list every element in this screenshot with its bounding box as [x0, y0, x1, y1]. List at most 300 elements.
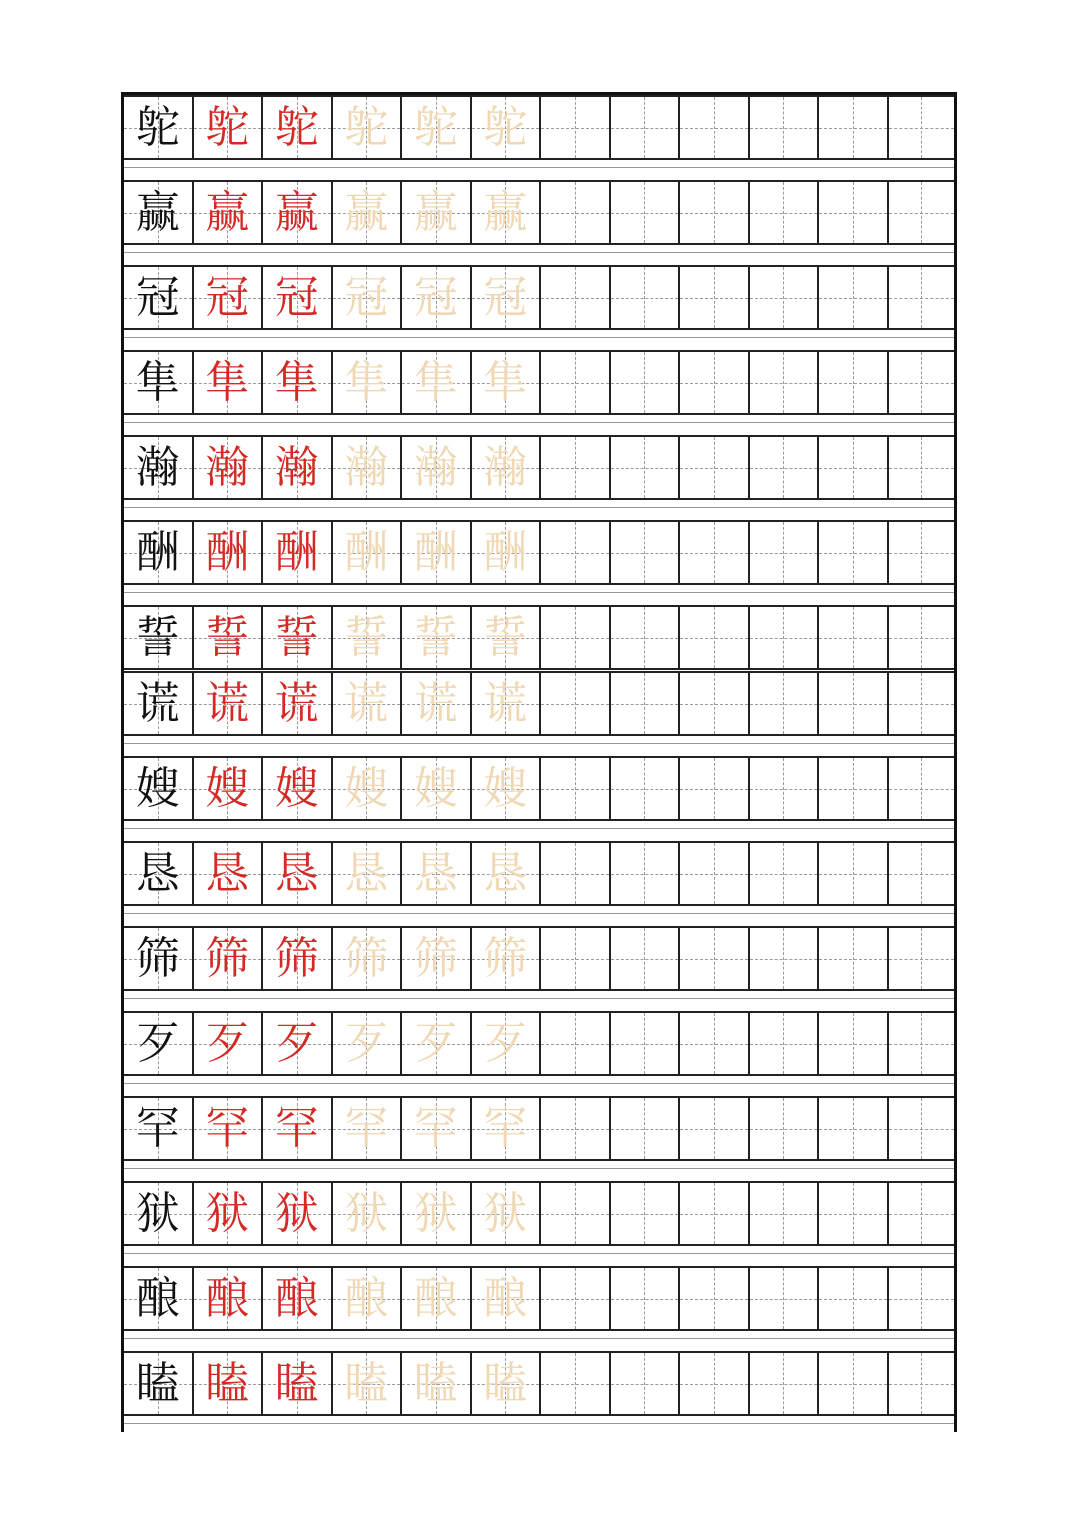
trace-cell	[333, 97, 403, 158]
blank-practice-cell	[680, 1013, 750, 1074]
red-cell	[263, 522, 333, 583]
blank-practice-cell	[819, 607, 889, 668]
red-cell	[263, 352, 333, 413]
model-cell	[124, 97, 194, 158]
trace-cell	[402, 843, 472, 904]
model-cell	[124, 843, 194, 904]
model-cell	[124, 758, 194, 819]
trace-character: 瀚	[413, 441, 458, 493]
red-character: 赢	[274, 186, 319, 238]
row-separator	[124, 422, 954, 423]
blank-practice-cell	[680, 267, 750, 328]
trace-cell	[402, 673, 472, 734]
blank-practice-cell	[889, 352, 955, 413]
trace-character: 谎	[344, 677, 389, 729]
model-cell	[124, 522, 194, 583]
trace-character: 嫂	[413, 762, 458, 814]
blank-practice-cell	[889, 97, 955, 158]
red-character: 酬	[274, 526, 319, 578]
red-character: 鸵	[205, 101, 250, 153]
blank-practice-cell	[889, 1353, 955, 1414]
red-character: 鸵	[274, 101, 319, 153]
blank-practice-cell	[611, 673, 681, 734]
blank-practice-cell	[611, 1013, 681, 1074]
model-character: 筛	[135, 932, 180, 984]
blank-practice-cell	[750, 352, 820, 413]
trace-cell	[333, 843, 403, 904]
blank-practice-cell	[541, 437, 611, 498]
model-character: 鸵	[135, 101, 180, 153]
model-cell	[124, 1353, 194, 1414]
trace-character: 罕	[344, 1102, 389, 1154]
trace-character: 酬	[413, 526, 458, 578]
trace-cell	[333, 352, 403, 413]
model-cell	[124, 437, 194, 498]
red-cell	[194, 267, 264, 328]
blank-practice-cell	[611, 1183, 681, 1244]
red-cell	[194, 352, 264, 413]
blank-practice-cell	[611, 522, 681, 583]
practice-row	[124, 435, 954, 500]
blank-practice-cell	[541, 1268, 611, 1329]
red-character: 筛	[274, 932, 319, 984]
blank-practice-cell	[611, 182, 681, 243]
trace-cell	[472, 437, 542, 498]
red-cell	[194, 1098, 264, 1159]
trace-character: 狱	[344, 1187, 389, 1239]
red-cell	[263, 1353, 333, 1414]
trace-cell	[333, 1268, 403, 1329]
red-cell	[263, 1098, 333, 1159]
red-character: 酿	[205, 1272, 250, 1324]
blank-practice-cell	[611, 267, 681, 328]
blank-practice-cell	[819, 522, 889, 583]
blank-practice-cell	[541, 97, 611, 158]
model-character: 誓	[135, 611, 180, 663]
red-character: 狱	[205, 1187, 250, 1239]
blank-practice-cell	[541, 1353, 611, 1414]
blank-practice-cell	[750, 928, 820, 989]
trace-cell	[333, 522, 403, 583]
trace-cell	[333, 1098, 403, 1159]
trace-cell	[333, 1013, 403, 1074]
model-character: 恳	[135, 847, 180, 899]
blank-practice-cell	[680, 97, 750, 158]
trace-character: 誓	[483, 611, 528, 663]
row-separator	[124, 743, 954, 744]
red-cell	[263, 607, 333, 668]
red-cell	[194, 437, 264, 498]
trace-character: 狱	[483, 1187, 528, 1239]
blank-practice-cell	[889, 673, 955, 734]
practice-row	[124, 671, 954, 736]
blank-practice-cell	[611, 607, 681, 668]
trace-character: 鸵	[483, 101, 528, 153]
trace-cell	[472, 1353, 542, 1414]
trace-cell	[402, 522, 472, 583]
red-cell	[263, 1013, 333, 1074]
blank-practice-cell	[611, 1353, 681, 1414]
blank-practice-cell	[889, 1013, 955, 1074]
model-cell	[124, 1013, 194, 1074]
blank-practice-cell	[889, 1268, 955, 1329]
blank-practice-cell	[750, 1098, 820, 1159]
trace-character: 赢	[483, 186, 528, 238]
blank-practice-cell	[819, 1183, 889, 1244]
blank-practice-cell	[889, 1098, 955, 1159]
model-cell	[124, 352, 194, 413]
practice-row	[124, 1096, 954, 1161]
model-cell	[124, 1098, 194, 1159]
model-character: 狱	[135, 1187, 180, 1239]
red-cell	[263, 843, 333, 904]
model-character: 赢	[135, 186, 180, 238]
red-cell	[263, 267, 333, 328]
practice-row	[124, 1266, 954, 1331]
blank-practice-cell	[889, 758, 955, 819]
trace-character: 罕	[483, 1102, 528, 1154]
trace-character: 罕	[413, 1102, 458, 1154]
trace-cell	[333, 1353, 403, 1414]
trace-cell	[402, 352, 472, 413]
trace-cell	[472, 522, 542, 583]
trace-character: 歹	[413, 1017, 458, 1069]
trace-character: 酿	[483, 1272, 528, 1324]
trace-character: 鸵	[344, 101, 389, 153]
practice-row	[124, 265, 954, 330]
model-character: 歹	[135, 1017, 180, 1069]
blank-practice-cell	[611, 928, 681, 989]
trace-character: 瞌	[344, 1357, 389, 1409]
model-character: 谎	[135, 677, 180, 729]
trace-character: 瀚	[483, 441, 528, 493]
row-separator	[124, 1423, 954, 1424]
blank-practice-cell	[611, 758, 681, 819]
red-character: 誓	[274, 611, 319, 663]
trace-character: 誓	[413, 611, 458, 663]
trace-cell	[402, 758, 472, 819]
blank-practice-cell	[819, 352, 889, 413]
blank-practice-cell	[819, 1013, 889, 1074]
row-separator	[124, 913, 954, 914]
red-cell	[194, 1268, 264, 1329]
red-cell	[263, 97, 333, 158]
red-cell	[263, 437, 333, 498]
trace-cell	[472, 267, 542, 328]
blank-practice-cell	[680, 607, 750, 668]
trace-cell	[402, 1353, 472, 1414]
model-cell	[124, 1268, 194, 1329]
red-character: 嫂	[274, 762, 319, 814]
blank-practice-cell	[541, 352, 611, 413]
blank-practice-cell	[611, 97, 681, 158]
trace-cell	[472, 928, 542, 989]
practice-row	[124, 841, 954, 906]
red-character: 歹	[274, 1017, 319, 1069]
trace-character: 誓	[344, 611, 389, 663]
trace-character: 酿	[413, 1272, 458, 1324]
trace-cell	[402, 607, 472, 668]
trace-character: 酬	[344, 526, 389, 578]
blank-practice-cell	[819, 267, 889, 328]
trace-character: 筛	[413, 932, 458, 984]
trace-cell	[472, 1098, 542, 1159]
model-character: 冠	[135, 271, 180, 323]
blank-practice-cell	[889, 182, 955, 243]
trace-character: 瞌	[413, 1357, 458, 1409]
red-character: 冠	[205, 271, 250, 323]
blank-practice-cell	[750, 843, 820, 904]
row-separator	[124, 592, 954, 593]
blank-practice-cell	[889, 607, 955, 668]
trace-character: 冠	[344, 271, 389, 323]
trace-character: 狱	[413, 1187, 458, 1239]
blank-practice-cell	[750, 267, 820, 328]
blank-practice-cell	[819, 843, 889, 904]
trace-cell	[333, 673, 403, 734]
practice-row	[124, 95, 954, 160]
red-character: 狱	[274, 1187, 319, 1239]
blank-practice-cell	[680, 1183, 750, 1244]
blank-practice-cell	[541, 182, 611, 243]
blank-practice-cell	[680, 437, 750, 498]
blank-practice-cell	[750, 522, 820, 583]
blank-practice-cell	[541, 1183, 611, 1244]
blank-practice-cell	[889, 267, 955, 328]
blank-practice-cell	[541, 928, 611, 989]
practice-row	[124, 1181, 954, 1246]
blank-practice-cell	[889, 522, 955, 583]
blank-practice-cell	[819, 673, 889, 734]
trace-character: 赢	[344, 186, 389, 238]
trace-cell	[472, 1183, 542, 1244]
blank-practice-cell	[889, 843, 955, 904]
blank-practice-cell	[611, 352, 681, 413]
row-separator	[124, 337, 954, 338]
trace-cell	[472, 352, 542, 413]
blank-practice-cell	[750, 758, 820, 819]
blank-practice-cell	[819, 928, 889, 989]
trace-cell	[402, 182, 472, 243]
red-cell	[263, 928, 333, 989]
red-cell	[194, 673, 264, 734]
practice-sheet	[121, 92, 957, 1432]
trace-character: 隼	[413, 356, 458, 408]
trace-cell	[472, 607, 542, 668]
practice-row	[124, 605, 954, 670]
red-character: 谎	[205, 677, 250, 729]
blank-practice-cell	[750, 1353, 820, 1414]
row-separator	[124, 1338, 954, 1339]
model-cell	[124, 1183, 194, 1244]
trace-character: 嫂	[344, 762, 389, 814]
red-cell	[194, 522, 264, 583]
blank-practice-cell	[611, 1098, 681, 1159]
trace-cell	[333, 267, 403, 328]
red-character: 隼	[274, 356, 319, 408]
trace-character: 歹	[344, 1017, 389, 1069]
trace-character: 谎	[413, 677, 458, 729]
trace-character: 恳	[413, 847, 458, 899]
blank-practice-cell	[680, 928, 750, 989]
trace-character: 歹	[483, 1017, 528, 1069]
trace-cell	[402, 97, 472, 158]
red-cell	[194, 607, 264, 668]
red-cell	[263, 1268, 333, 1329]
blank-practice-cell	[680, 758, 750, 819]
red-character: 瀚	[274, 441, 319, 493]
model-character: 隼	[135, 356, 180, 408]
trace-character: 酿	[344, 1272, 389, 1324]
red-character: 罕	[205, 1102, 250, 1154]
blank-practice-cell	[680, 1098, 750, 1159]
trace-character: 谎	[483, 677, 528, 729]
trace-cell	[472, 758, 542, 819]
trace-cell	[402, 437, 472, 498]
red-cell	[194, 1183, 264, 1244]
row-separator	[124, 998, 954, 999]
model-cell	[124, 928, 194, 989]
blank-practice-cell	[680, 1353, 750, 1414]
blank-practice-cell	[750, 607, 820, 668]
blank-practice-cell	[819, 97, 889, 158]
trace-character: 冠	[483, 271, 528, 323]
blank-practice-cell	[541, 607, 611, 668]
trace-character: 恳	[344, 847, 389, 899]
row-separator	[124, 828, 954, 829]
trace-cell	[472, 182, 542, 243]
blank-practice-cell	[750, 1013, 820, 1074]
red-character: 瞌	[274, 1357, 319, 1409]
trace-cell	[333, 928, 403, 989]
blank-practice-cell	[611, 437, 681, 498]
red-character: 酬	[205, 526, 250, 578]
red-character: 赢	[205, 186, 250, 238]
model-cell	[124, 267, 194, 328]
practice-row	[124, 520, 954, 585]
blank-practice-cell	[819, 437, 889, 498]
blank-practice-cell	[611, 843, 681, 904]
trace-cell	[472, 1013, 542, 1074]
row-separator	[124, 252, 954, 253]
red-character: 冠	[274, 271, 319, 323]
red-character: 谎	[274, 677, 319, 729]
red-character: 誓	[205, 611, 250, 663]
trace-cell	[402, 1013, 472, 1074]
trace-character: 筛	[344, 932, 389, 984]
blank-practice-cell	[680, 522, 750, 583]
blank-practice-cell	[819, 182, 889, 243]
row-separator	[124, 167, 954, 168]
blank-practice-cell	[680, 673, 750, 734]
red-character: 酿	[274, 1272, 319, 1324]
blank-practice-cell	[541, 522, 611, 583]
model-cell	[124, 673, 194, 734]
blank-practice-cell	[889, 437, 955, 498]
trace-character: 酬	[483, 526, 528, 578]
practice-row	[124, 926, 954, 991]
blank-practice-cell	[750, 1268, 820, 1329]
trace-character: 瀚	[344, 441, 389, 493]
blank-practice-cell	[819, 1098, 889, 1159]
model-character: 瀚	[135, 441, 180, 493]
trace-cell	[472, 673, 542, 734]
blank-practice-cell	[889, 1183, 955, 1244]
red-cell	[194, 843, 264, 904]
red-character: 筛	[205, 932, 250, 984]
model-character: 酬	[135, 526, 180, 578]
red-character: 罕	[274, 1102, 319, 1154]
practice-row	[124, 756, 954, 821]
trace-cell	[333, 1183, 403, 1244]
model-cell	[124, 607, 194, 668]
trace-cell	[333, 758, 403, 819]
model-character: 嫂	[135, 762, 180, 814]
red-cell	[194, 1353, 264, 1414]
blank-practice-cell	[680, 843, 750, 904]
blank-practice-cell	[541, 1098, 611, 1159]
trace-cell	[333, 437, 403, 498]
model-character: 瞌	[135, 1357, 180, 1409]
red-cell	[194, 97, 264, 158]
trace-character: 恳	[483, 847, 528, 899]
blank-practice-cell	[680, 182, 750, 243]
trace-cell	[402, 1098, 472, 1159]
blank-practice-cell	[750, 437, 820, 498]
blank-practice-cell	[750, 673, 820, 734]
trace-character: 隼	[483, 356, 528, 408]
red-cell	[263, 673, 333, 734]
model-character: 罕	[135, 1102, 180, 1154]
trace-character: 赢	[413, 186, 458, 238]
trace-character: 瞌	[483, 1357, 528, 1409]
blank-practice-cell	[541, 758, 611, 819]
trace-cell	[472, 97, 542, 158]
row-separator	[124, 1168, 954, 1169]
model-cell	[124, 182, 194, 243]
practice-row	[124, 350, 954, 415]
row-separator	[124, 1083, 954, 1084]
red-character: 恳	[274, 847, 319, 899]
blank-practice-cell	[541, 267, 611, 328]
blank-practice-cell	[541, 1013, 611, 1074]
trace-character: 冠	[413, 271, 458, 323]
red-cell	[194, 182, 264, 243]
trace-cell	[402, 1183, 472, 1244]
red-cell	[194, 758, 264, 819]
trace-cell	[402, 1268, 472, 1329]
trace-cell	[402, 928, 472, 989]
blank-practice-cell	[541, 673, 611, 734]
red-character: 嫂	[205, 762, 250, 814]
practice-row	[124, 1351, 954, 1416]
trace-cell	[333, 182, 403, 243]
trace-cell	[472, 1268, 542, 1329]
trace-character: 筛	[483, 932, 528, 984]
red-character: 歹	[205, 1017, 250, 1069]
red-character: 恳	[205, 847, 250, 899]
blank-practice-cell	[819, 1353, 889, 1414]
trace-cell	[402, 267, 472, 328]
blank-practice-cell	[819, 1268, 889, 1329]
red-cell	[263, 1183, 333, 1244]
blank-practice-cell	[750, 182, 820, 243]
trace-cell	[333, 607, 403, 668]
blank-practice-cell	[819, 758, 889, 819]
trace-character: 隼	[344, 356, 389, 408]
blank-practice-cell	[541, 843, 611, 904]
red-character: 瞌	[205, 1357, 250, 1409]
